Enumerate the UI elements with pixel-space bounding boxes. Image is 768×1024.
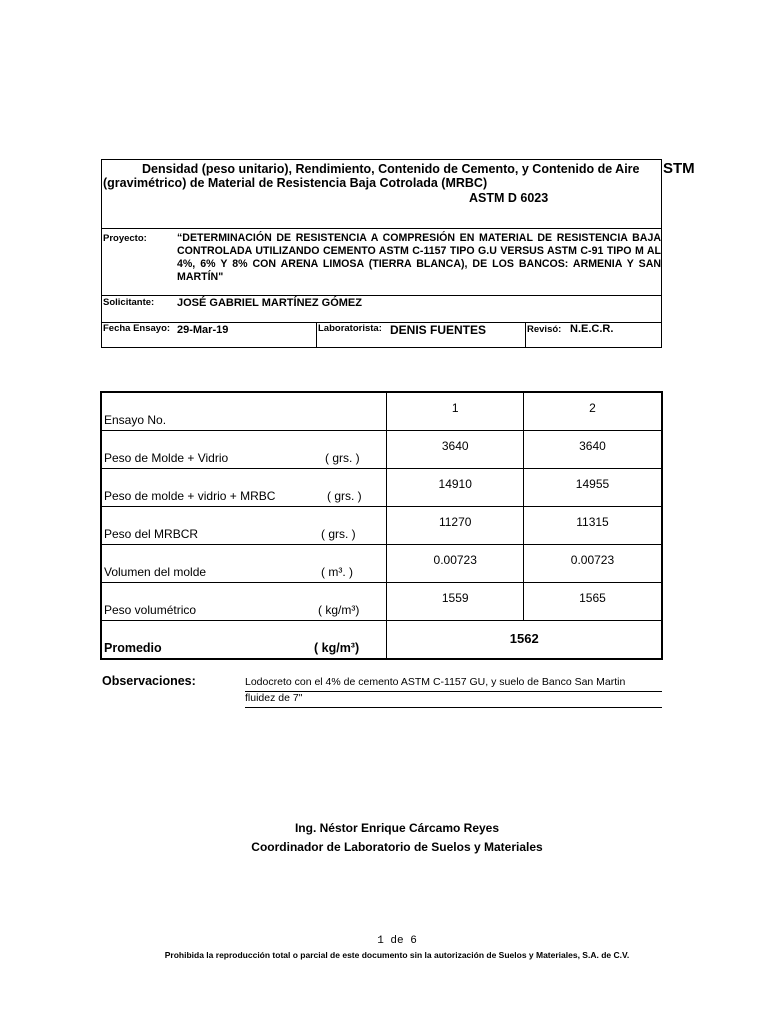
fecha-label: Fecha Ensayo: (103, 323, 171, 334)
divider (102, 228, 661, 229)
divider (316, 322, 317, 348)
row-label: Peso de Molde + Vidrio (104, 451, 229, 465)
value-v1: 11270 (438, 515, 472, 529)
promedio-label-cell (101, 621, 387, 660)
value-cell (523, 392, 662, 431)
value-cell (387, 431, 524, 469)
promedio-label: Promedio (104, 641, 162, 655)
value-v2: 14955 (575, 477, 610, 491)
row-unit: ( m³. ) (321, 565, 353, 579)
value-v1: 1 (451, 401, 459, 415)
table-row (101, 545, 662, 583)
row-unit: ( grs. ) (325, 451, 360, 465)
promedio-value: 1562 (509, 631, 539, 646)
row-unit: ( grs. ) (327, 489, 362, 503)
solicitante-label: Solicitante: (103, 297, 155, 308)
value-cell (387, 392, 524, 431)
results-table (100, 391, 663, 660)
value-cell (523, 583, 662, 621)
value-cell (523, 545, 662, 583)
value-cell (387, 469, 524, 507)
signature-role: Coordinador de Laboratorio de Suelos y Materiales (251, 840, 543, 854)
table-row (101, 507, 662, 545)
row-unit: ( kg/m³) (318, 603, 360, 617)
proyecto-value: “DETERMINACIÓN DE RESISTENCIA A COMPRESIÓN EN MATERIAL DE RESISTENCIA BAJA CONTROLADA UTILIZANDO CEMENTO ASTM C-1157 TIPO G.U VERSUS ASTM C-91 TIPO M AL 4%, 6% Y 8% CON ARENA LIMOSA (TIERRA BLANCA), DE LOS BANCOS: ARMENIA Y SAN MARTÍN" (177, 232, 661, 283)
row-label: Volumen del molde (104, 565, 207, 579)
row-label: Peso de molde + vidrio + MRBC (104, 489, 276, 503)
value-v1: 1559 (441, 591, 469, 605)
header-box (101, 159, 662, 348)
promedio-unit: ( kg/m³) (314, 641, 360, 655)
row-label-cell (101, 469, 387, 507)
table-row (101, 469, 662, 507)
overflow-header-text: STM (663, 160, 695, 177)
page-number: 1 de 6 (377, 935, 417, 947)
proyecto-label: Proyecto: (103, 233, 147, 244)
fecha-value: 29-Mar-19 (177, 324, 229, 336)
row-unit: ( grs. ) (321, 527, 356, 541)
title-line-2: (gravimétrico) de Material de Resistencia Baja Cotrolada (MRBC) (103, 176, 488, 190)
footer-notice: Prohibida la reproducción total o parcial de este documento sin la autorización de Suelos y Materiales, S.A. de C.V. (164, 950, 630, 960)
observaciones-line-2: fluidez de 7" (245, 692, 662, 708)
value-cell (387, 545, 524, 583)
standard-code: ASTM D 6023 (469, 191, 549, 205)
table-row (101, 431, 662, 469)
observaciones-label: Observaciones: (102, 674, 196, 688)
value-v2: 11315 (576, 515, 609, 529)
value-v1: 3640 (441, 439, 469, 453)
table-row (101, 392, 662, 431)
row-label: Peso volumétrico (104, 603, 197, 617)
row-label: Peso del MRBCR (104, 527, 199, 541)
divider (525, 322, 526, 348)
promedio-row (101, 621, 662, 660)
reviso-label: Revisó: (527, 324, 562, 335)
value-cell (523, 431, 662, 469)
value-v2: 0.00723 (570, 553, 615, 567)
row-label-cell (101, 583, 387, 621)
row-label-cell (101, 545, 387, 583)
divider (102, 295, 661, 296)
value-cell (387, 583, 524, 621)
laboratorista-label: Laboratorista: (318, 323, 382, 334)
title-line-1: Densidad (peso unitario), Rendimiento, Contenido de Cemento, y Contenido de Aire (142, 162, 640, 176)
value-v2: 2 (589, 401, 596, 415)
row-label-cell (101, 392, 387, 431)
value-v1: 14910 (438, 477, 472, 491)
table-row (101, 583, 662, 621)
row-label: Ensayo No. (104, 413, 167, 427)
row-label-cell (101, 507, 387, 545)
solicitante-value: JOSÉ GABRIEL MARTÍNEZ GÓMEZ (177, 297, 362, 309)
reviso-value: N.E.C.R. (570, 323, 614, 335)
value-cell (523, 469, 662, 507)
signature-name: Ing. Néstor Enrique Cárcamo Reyes (294, 821, 500, 835)
value-v1: 0.00723 (433, 553, 477, 567)
value-v2: 3640 (579, 439, 606, 453)
value-cell (387, 507, 524, 545)
observaciones-line-1: Lodocreto con el 4% de cemento ASTM C-1157 GU, y suelo de Banco San Martin (245, 676, 662, 692)
laboratorista-value: DENIS FUENTES (390, 323, 487, 337)
promedio-value-cell (387, 621, 662, 660)
value-v2: 1565 (579, 591, 606, 605)
value-cell (523, 507, 662, 545)
row-label-cell (101, 431, 387, 469)
